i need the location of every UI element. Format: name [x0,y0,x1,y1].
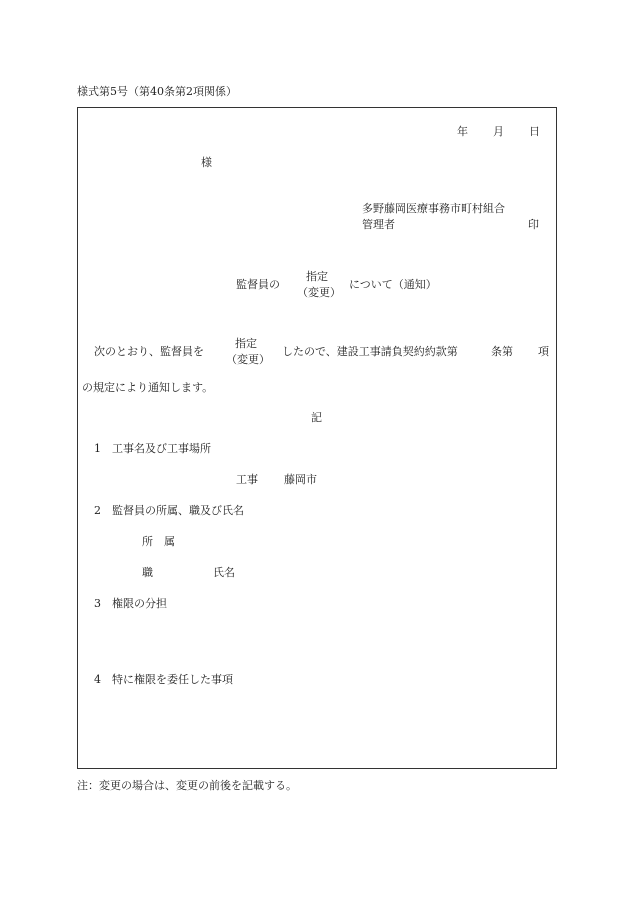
item1-place: 藤岡市 [284,473,317,486]
body-line1-b: したので、建設工事請負契約約款第 [282,345,458,358]
item3-number: 3 [94,597,101,610]
item1-work: 工事 [236,473,258,486]
ki-heading: 記 [311,411,322,424]
item1-number: 1 [94,442,101,455]
item4-label: 特に権限を委任した事項 [112,673,233,686]
body-line1-a: 次のとおり、監督員を [94,345,204,358]
body-option-top: 指定 [235,337,257,350]
item3-label: 権限の分担 [112,597,167,610]
body-option-bottom: （変更） [226,353,270,366]
addressee-suffix: 様 [201,156,212,169]
issuer-title: 管理者 [362,218,395,231]
body-line2: の規定により通知します。 [82,381,214,394]
item1-label: 工事名及び工事場所 [112,442,211,455]
date-year: 年 [457,125,468,138]
item2-dept: 所 属 [142,535,175,548]
form-number: 様式第5号（第40条第2項関係） [77,85,237,98]
date-day: 日 [529,125,540,138]
body-line1-c: 条第 [491,345,513,358]
item2-name: 氏名 [213,566,235,579]
subject-option-top: 指定 [306,270,328,283]
item2-post: 職 [142,566,153,579]
item2-label: 監督員の所属、職及び氏名 [112,504,244,517]
subject-suffix: について（通知） [349,278,437,291]
issuer-seal: 印 [528,218,539,231]
subject-prefix: 監督員の [236,278,280,291]
footnote: 注：変更の場合は、変更の前後を記載する。 [77,779,297,792]
date-month: 月 [493,125,504,138]
subject-option-bottom: （変更） [297,286,341,299]
body-line1-d: 項 [538,345,549,358]
issuer-organization: 多野藤岡医療事務市町村組合 [362,202,505,215]
item4-number: 4 [94,673,101,686]
item2-number: 2 [94,504,101,517]
